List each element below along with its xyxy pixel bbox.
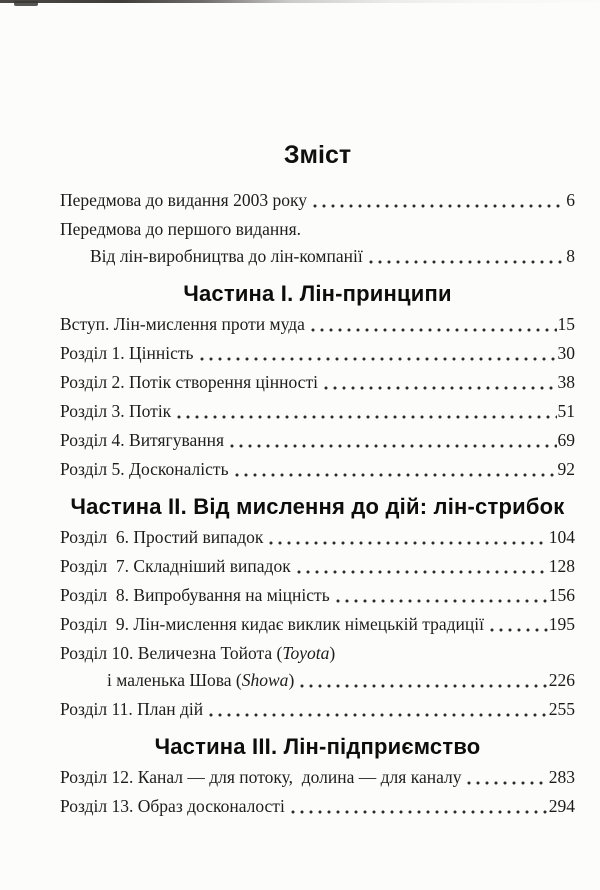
- toc-entry: [60, 314, 575, 335]
- toc-entry: [60, 190, 575, 211]
- toc-entry-title: Розділ 2. Потік створення цінності: [60, 372, 318, 392]
- dot-leader: [309, 326, 557, 333]
- toc-entry: [60, 401, 575, 422]
- dot-leader: [367, 258, 566, 265]
- dot-leader: [295, 568, 548, 575]
- toc-entry-title: Передмова до видання 2003 року: [60, 190, 307, 210]
- toc-entry-line: [60, 219, 575, 240]
- toc-entry: [60, 796, 575, 817]
- page-number: 38: [557, 372, 575, 392]
- dot-leader: [198, 355, 557, 362]
- page-title: Зміст: [283, 141, 352, 169]
- page-number: 51: [557, 401, 575, 421]
- page-number: 195: [548, 614, 575, 634]
- page-number: 30: [557, 343, 575, 363]
- page-number: 104: [548, 527, 575, 547]
- toc-entry-title: Розділ 1. Цінність: [60, 343, 194, 363]
- toc-entry: [60, 372, 575, 393]
- toc-entry-line: [60, 459, 575, 480]
- toc-entry: [60, 767, 575, 788]
- part-heading: Частина I. Лін-принципи: [183, 281, 452, 306]
- dot-leader: [322, 384, 557, 391]
- toc-entry: [60, 527, 575, 548]
- page-number: 255: [548, 699, 575, 719]
- page-number: 6: [566, 190, 575, 210]
- toc-entry-line: [60, 670, 575, 691]
- toc-entry-line: [60, 401, 575, 422]
- toc-entry: [60, 219, 575, 267]
- page-number: 283: [548, 767, 575, 787]
- dot-leader: [207, 711, 548, 718]
- dot-leader: [488, 626, 548, 633]
- toc-entry-title: і маленька Шова (Showa): [107, 670, 295, 690]
- toc-entry: [60, 556, 575, 577]
- toc-list: [60, 190, 575, 817]
- toc-entry-title: Вступ. Лін-мислення проти муда: [60, 314, 305, 334]
- toc-entry: [60, 459, 575, 480]
- toc-entry: [60, 585, 575, 606]
- toc-entry-line: [60, 556, 575, 577]
- page-number: 226: [548, 670, 575, 690]
- toc-entry-line: [60, 343, 575, 364]
- toc-entry-line: [60, 430, 575, 451]
- toc-entry-title: Розділ 8. Випробування на міцність: [60, 585, 330, 605]
- page-number: 15: [557, 314, 575, 334]
- toc-entry-title: Передмова до першого видання.: [60, 219, 302, 239]
- dot-leader: [298, 682, 547, 689]
- toc-entry-line: [60, 767, 575, 788]
- toc-entry-line: [60, 246, 575, 267]
- toc-entry-title: Розділ 6. Простий випадок: [60, 527, 264, 547]
- toc-entry: [60, 430, 575, 451]
- toc-entry: [60, 614, 575, 635]
- toc-entry-line: [60, 372, 575, 393]
- page-number: 69: [557, 430, 575, 450]
- dot-leader: [465, 779, 547, 786]
- page-number: 294: [548, 796, 575, 816]
- toc-entry-line: [60, 190, 575, 211]
- dot-leader: [267, 539, 547, 546]
- dot-leader: [289, 808, 548, 815]
- toc-entry-line: [60, 699, 575, 720]
- toc-entry-title: Розділ 7. Складніший випадок: [60, 556, 291, 576]
- toc-entry-title: Розділ 12. Канал — для потоку, долина — для каналу: [60, 767, 462, 787]
- toc-entry-title: Розділ 13. Образ досконалості: [60, 796, 285, 816]
- toc-entry-line: [60, 527, 575, 548]
- toc-entry-title: Від лін-виробництва до лін-компанії: [90, 246, 363, 266]
- toc-entry-line: [60, 643, 575, 664]
- dot-leader: [311, 202, 565, 209]
- toc-entry-title: Розділ 11. План дій: [60, 699, 204, 719]
- toc-entry-line: [60, 314, 575, 335]
- page-number: 92: [557, 459, 575, 479]
- dot-leader: [233, 471, 557, 478]
- toc-entry-title: Розділ 9. Лін-мислення кидає виклик німецькій традиції: [60, 614, 484, 634]
- page-number: 128: [548, 556, 575, 576]
- toc-entry-line: [60, 585, 575, 606]
- toc-entry-title: Розділ 3. Потік: [60, 401, 172, 421]
- toc-entry-line: [60, 614, 575, 635]
- toc-entry-title: Розділ 5. Досконалість: [60, 459, 229, 479]
- toc-entry-title: Розділ 4. Витягування: [60, 430, 225, 450]
- dot-leader: [334, 597, 548, 604]
- dot-leader: [175, 413, 556, 420]
- page-number: 156: [548, 585, 575, 605]
- toc-entry: [60, 343, 575, 364]
- toc-entry: [60, 699, 575, 720]
- part-heading: Частина III. Лін-підприємство: [154, 734, 481, 759]
- toc-entry-title: Розділ 10. Величезна Тойота (Toyota): [60, 643, 336, 663]
- part-heading: Частина II. Від мислення до дій: лін-стрибок: [70, 494, 565, 519]
- page-number: 8: [566, 246, 575, 266]
- toc-entry: [60, 643, 575, 691]
- toc-entry-line: [60, 796, 575, 817]
- dot-leader: [228, 442, 556, 449]
